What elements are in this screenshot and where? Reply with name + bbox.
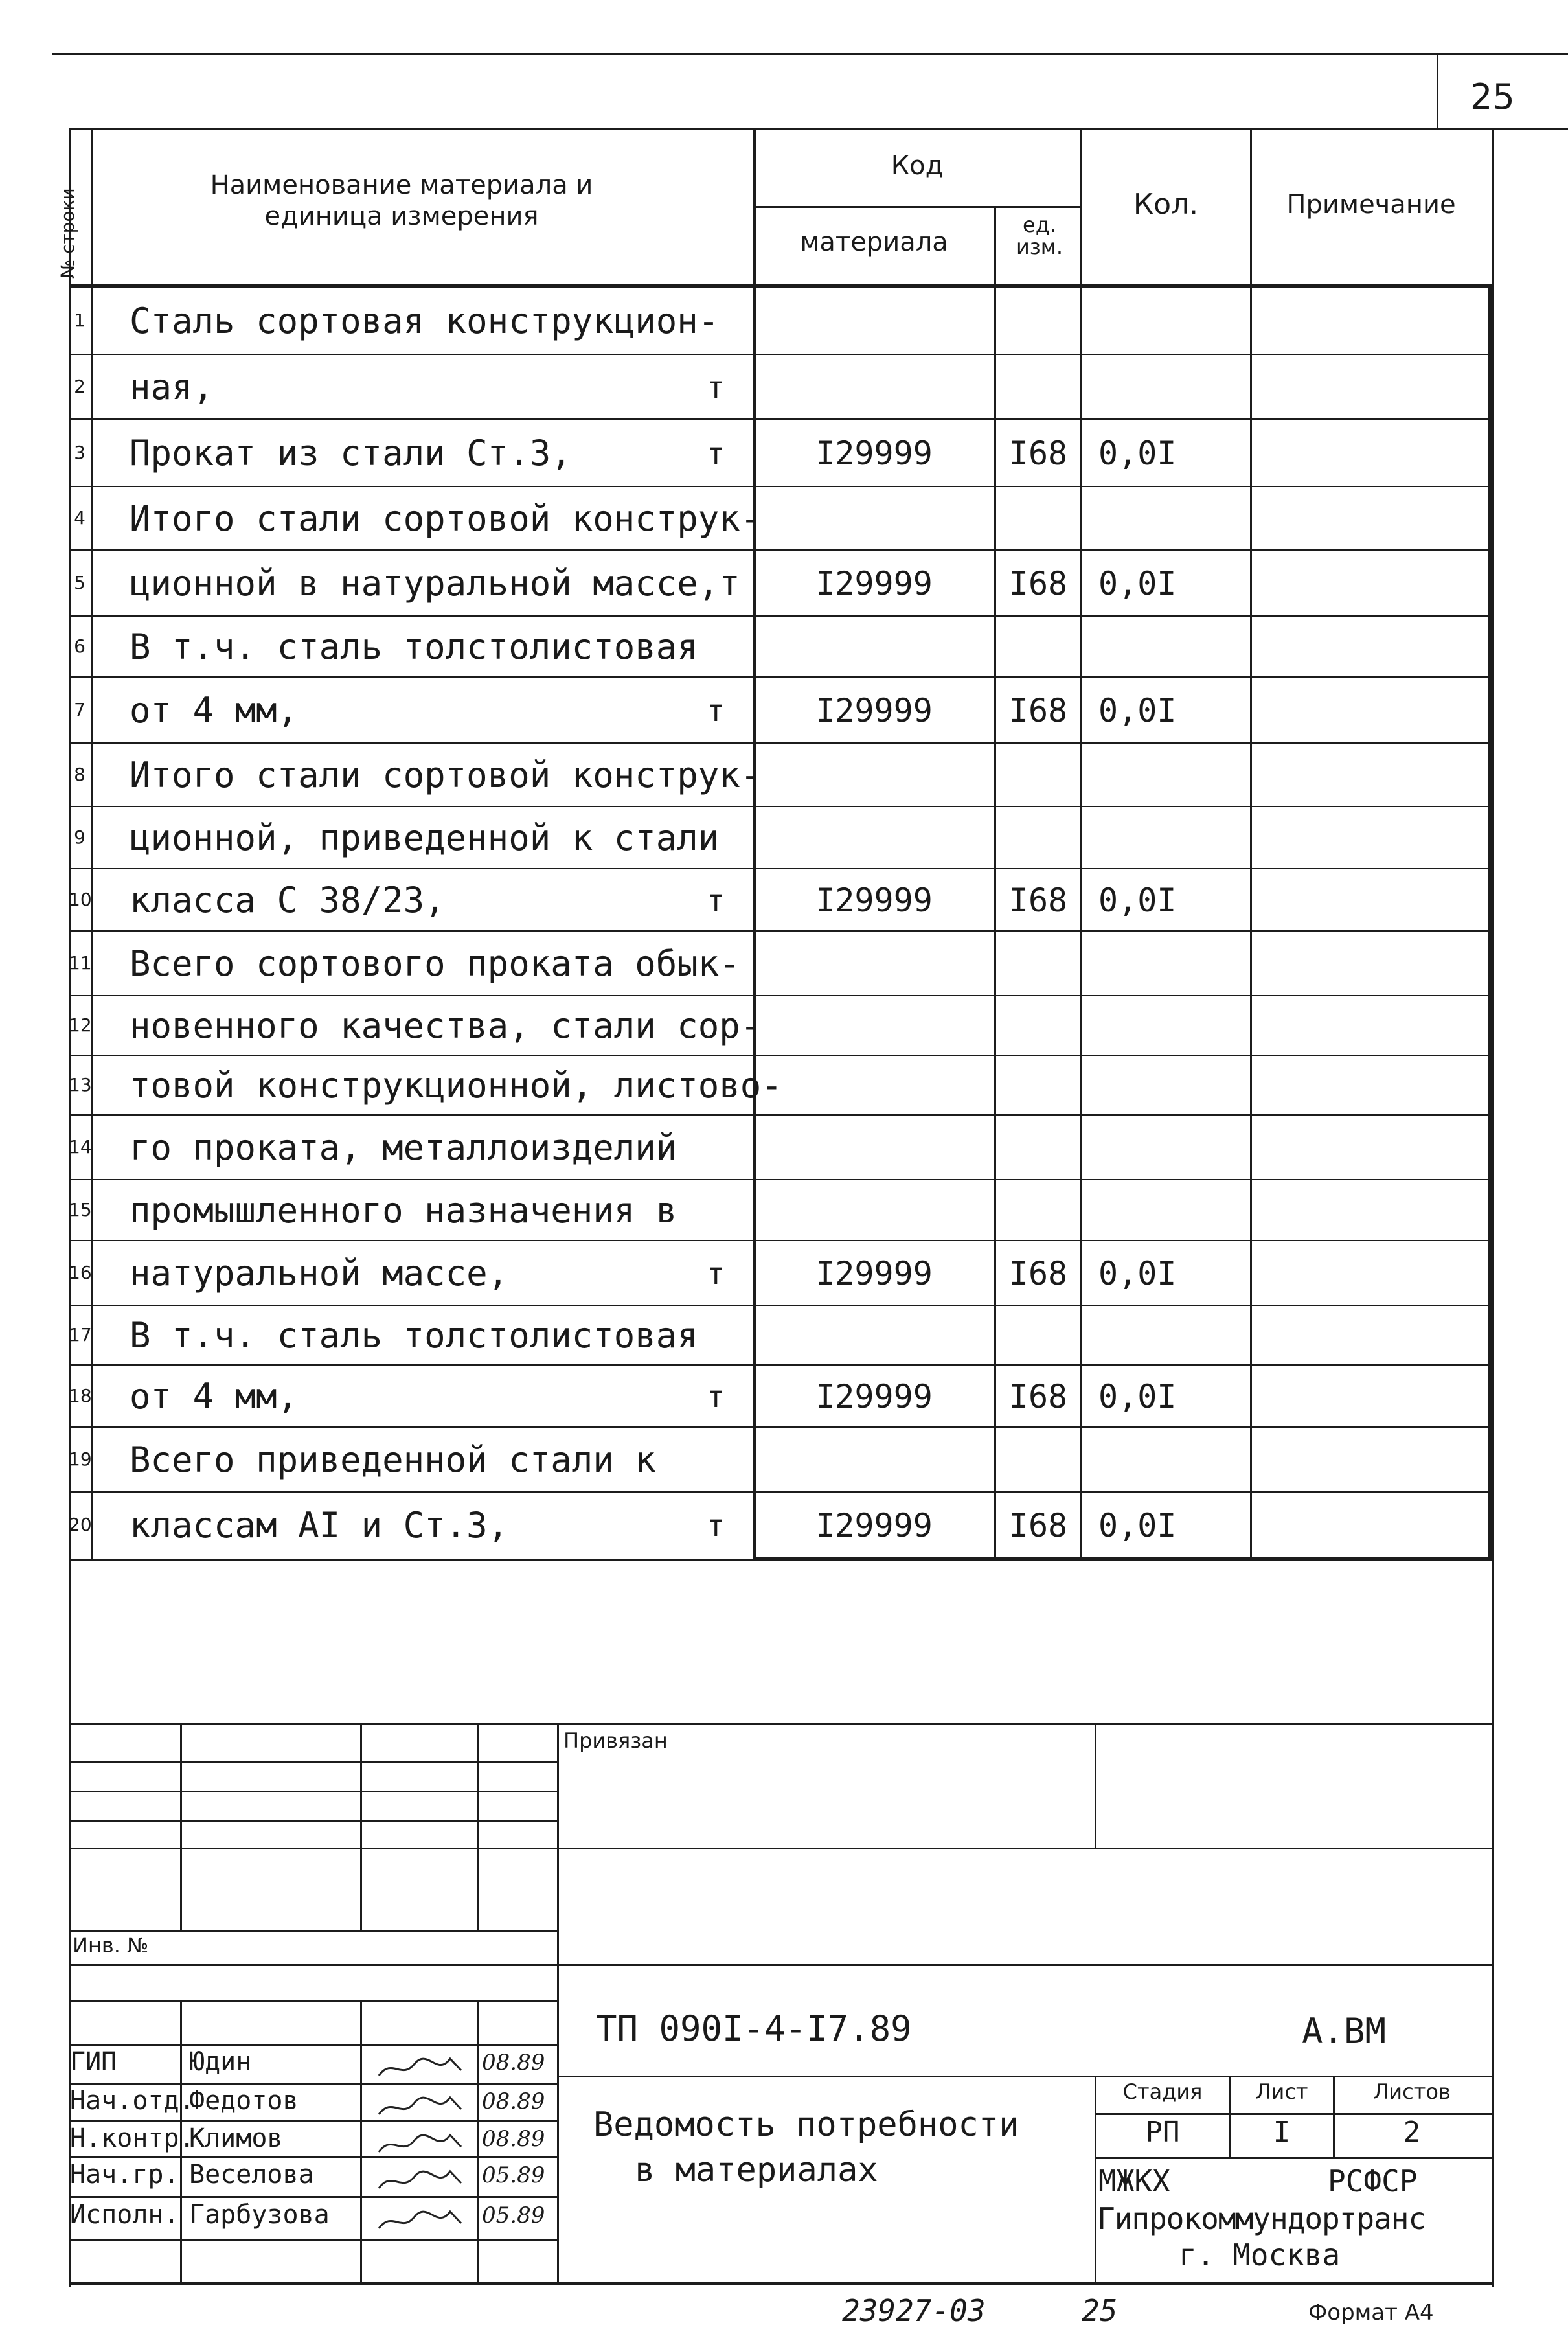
- table-row: [0, 1493, 1568, 1559]
- sheet-label: Лист: [1255, 2079, 1308, 2104]
- tb-line-6: [69, 1930, 557, 1932]
- row-number-header: № строки: [57, 188, 78, 279]
- row-divider: [69, 1055, 1492, 1056]
- quantity: 0,0I: [1098, 565, 1177, 602]
- code-unit-header: ед. изм.: [1016, 212, 1063, 259]
- material-name: от 4 мм,: [130, 1376, 299, 1417]
- table-row: [0, 1306, 1568, 1366]
- unit-of-measure: т: [707, 1379, 725, 1414]
- material-name: В т.ч. сталь толстолистовая: [130, 626, 698, 667]
- material-name: Сталь сортовая конструкцион-: [130, 301, 720, 341]
- quantity: 0,0I: [1098, 1378, 1177, 1415]
- tb-line-2: [69, 1761, 557, 1763]
- signer-name: Федотов: [189, 2086, 299, 2116]
- unit-code: I68: [1008, 882, 1068, 919]
- table-row: [0, 1180, 1568, 1241]
- row-number: 15: [69, 1199, 92, 1220]
- quantity: 0,0I: [1098, 435, 1177, 472]
- tb-line-3: [69, 1791, 557, 1792]
- table-body-bottom: [753, 1557, 1492, 1561]
- code-subheader-line: [754, 206, 1080, 208]
- row-number: 17: [69, 1324, 92, 1345]
- signer-date: 05.89: [482, 2162, 545, 2188]
- unit-of-measure: т: [707, 370, 725, 405]
- tb-line-7: [69, 1964, 1492, 1966]
- signer-name: Веселова: [189, 2160, 314, 2190]
- sheets-label: Листов: [1373, 2079, 1451, 2104]
- row-divider: [69, 1305, 1492, 1306]
- table-row: [0, 807, 1568, 869]
- table-top-border: [71, 128, 1568, 130]
- signer-role: Нач.отд.: [70, 2086, 195, 2116]
- signature-mark: [376, 2127, 466, 2163]
- tb-line-9: [69, 2044, 557, 2046]
- table-row: [0, 678, 1568, 744]
- tb-col-2b: [360, 2000, 362, 2282]
- table-row: [0, 996, 1568, 1056]
- tb-top-line: [69, 1723, 1492, 1725]
- signature-mark: [376, 2204, 466, 2239]
- material-name: товой конструкционной, листово-: [130, 1065, 782, 1106]
- row-divider: [69, 1179, 1492, 1180]
- row-number: 14: [69, 1136, 92, 1158]
- material-code: I29999: [815, 565, 933, 602]
- row-number: 19: [69, 1448, 92, 1470]
- material-name: ная,: [130, 367, 214, 407]
- row-number: 16: [69, 1262, 92, 1283]
- material-name: натуральной массе,: [130, 1253, 509, 1294]
- row-number: 13: [69, 1074, 92, 1095]
- row-divider: [69, 615, 1492, 617]
- table-row: [0, 617, 1568, 678]
- material-name: ционной, приведенной к стали: [130, 818, 720, 858]
- signer-name: Юдин: [189, 2047, 252, 2077]
- format-label: Формат А4: [1308, 2300, 1434, 2326]
- table-row: [0, 551, 1568, 617]
- table-row: [0, 1428, 1568, 1493]
- row-number: 7: [74, 699, 85, 720]
- row-number: 9: [74, 827, 85, 848]
- tb-line-5: [69, 1848, 1492, 1849]
- note-column-header: Примечание: [1286, 190, 1456, 220]
- tb-line-4: [69, 1820, 557, 1822]
- page-number: 25: [1470, 76, 1515, 117]
- qty-column-header: Кол.: [1133, 188, 1199, 221]
- row-divider: [69, 676, 1492, 678]
- inventory-number-label: Инв. №: [73, 1933, 149, 1958]
- table-body-bottom-left: [69, 1559, 755, 1561]
- table-row: [0, 1056, 1568, 1116]
- table-row: [0, 420, 1568, 487]
- document-code: ТП 090I-4-I7.89: [596, 2008, 912, 2049]
- tb-line-17: [69, 2239, 557, 2241]
- row-number: 3: [74, 442, 85, 463]
- unit-code: I68: [1008, 692, 1068, 729]
- table-row: [0, 288, 1568, 355]
- row-divider: [69, 1114, 1492, 1116]
- material-name: Прокат из стали Ст.3,: [130, 433, 572, 474]
- quantity: 0,0I: [1098, 1507, 1177, 1544]
- material-code: I29999: [815, 1378, 933, 1415]
- row-divider: [69, 354, 1492, 355]
- row-divider: [69, 1240, 1492, 1241]
- table-row: [0, 932, 1568, 996]
- row-number: 8: [74, 764, 85, 785]
- unit-code: I68: [1008, 565, 1068, 602]
- tb-line-16: [69, 2196, 557, 2198]
- material-name: го проката, металлоизделий: [130, 1127, 677, 1168]
- row-divider: [69, 486, 1492, 487]
- unit-of-measure: т: [707, 436, 725, 471]
- row-number: 11: [69, 952, 92, 974]
- document-mark: А.ВМ: [1302, 2011, 1387, 2052]
- material-name: Итого стали сортовой конструк-: [130, 755, 762, 795]
- sheets-value: 2: [1403, 2116, 1421, 2149]
- unit-of-measure: т: [707, 1256, 725, 1291]
- row-number: 5: [74, 572, 85, 593]
- material-code: I29999: [815, 882, 933, 919]
- quantity: 0,0I: [1098, 882, 1177, 919]
- row-divider: [69, 868, 1492, 869]
- org-ministry: МЖКХ: [1098, 2164, 1170, 2199]
- tb-col-org: [1095, 2076, 1096, 2282]
- signer-role: Н.контр.: [70, 2123, 195, 2153]
- signer-date: 05.89: [482, 2202, 545, 2228]
- material-name: Всего приведенной стали к: [130, 1439, 656, 1480]
- material-name: классам АI и Ст.3,: [130, 1505, 509, 1546]
- row-number: 10: [69, 889, 92, 910]
- row-number: 20: [69, 1514, 92, 1535]
- page-number-box-left: [1437, 53, 1438, 130]
- tb-col-3: [477, 1723, 479, 1930]
- material-name: класса С 38/23,: [130, 880, 446, 921]
- tb-col-4: [557, 1723, 559, 2282]
- tb-line-15: [1095, 2157, 1492, 2159]
- tb-col-3b: [477, 2000, 479, 2282]
- stage-value: РП: [1145, 2116, 1180, 2149]
- row-number: 1: [74, 310, 85, 331]
- table-row: [0, 1116, 1568, 1180]
- material-name: Итого стали сортовой конструк-: [130, 498, 762, 539]
- material-name: от 4 мм,: [130, 690, 299, 731]
- tb-col-privyazan: [1095, 1723, 1096, 1848]
- unit-of-measure: т: [707, 1508, 725, 1543]
- tb-line-14: [69, 2156, 557, 2158]
- material-name: Всего сортового проката обык-: [130, 943, 740, 984]
- tb-line-8: [69, 2000, 557, 2002]
- row-number: 4: [74, 507, 85, 529]
- table-row: [0, 355, 1568, 420]
- row-divider: [69, 995, 1492, 996]
- signer-name: Гарбузова: [189, 2200, 330, 2230]
- top-rule: [52, 53, 1568, 55]
- document-title-line2: в материалах: [635, 2151, 878, 2190]
- tb-line-13: [1095, 2113, 1492, 2115]
- material-name: ционной в натуральной массе,т: [130, 563, 740, 604]
- signer-role: ГИП: [70, 2047, 117, 2077]
- material-code: I29999: [815, 1507, 933, 1544]
- row-divider: [69, 806, 1492, 807]
- table-row: [0, 1241, 1568, 1306]
- signer-date: 08.89: [482, 2088, 545, 2114]
- row-number: 2: [74, 376, 85, 397]
- signer-role: Нач.гр.: [70, 2160, 179, 2190]
- table-row: [0, 487, 1568, 551]
- row-divider: [69, 1426, 1492, 1428]
- unit-code: I68: [1008, 1255, 1068, 1292]
- org-republic: РСФСР: [1328, 2164, 1418, 2199]
- row-divider: [69, 1491, 1492, 1493]
- table-row: [0, 1366, 1568, 1428]
- row-number: 6: [74, 635, 85, 657]
- tb-col-1: [180, 1723, 182, 1930]
- material-code: I29999: [815, 1255, 933, 1292]
- signer-name: Климов: [189, 2123, 283, 2153]
- sheet-value: I: [1273, 2116, 1291, 2149]
- unit-code: I68: [1008, 1507, 1068, 1544]
- org-institute: Гипрокоммундортранс: [1097, 2201, 1426, 2236]
- unit-code: I68: [1008, 1378, 1068, 1415]
- material-name: В т.ч. сталь толстолистовая: [130, 1315, 698, 1356]
- material-code: I29999: [815, 692, 933, 729]
- tb-bottom-line: [69, 2282, 1492, 2285]
- signature-mark: [376, 2090, 466, 2125]
- row-number: 12: [69, 1014, 92, 1036]
- table-row: [0, 744, 1568, 807]
- archive-number: 23927-03: [842, 2293, 986, 2328]
- name-column-header: Наименование материала и единица измерения: [210, 170, 593, 231]
- unit-of-measure: т: [707, 693, 725, 728]
- row-divider: [69, 930, 1492, 932]
- row-divider: [69, 742, 1492, 744]
- material-name: промышленного назначения в: [130, 1190, 677, 1231]
- signer-date: 08.89: [482, 2050, 545, 2076]
- signer-role: Исполн.: [70, 2200, 179, 2230]
- code-material-header: материала: [800, 227, 948, 257]
- signature-mark: [376, 2164, 466, 2199]
- code-column-header: Код: [891, 151, 944, 181]
- quantity: 0,0I: [1098, 1255, 1177, 1292]
- tb-line-11: [69, 2083, 557, 2085]
- tb-line-10: [557, 2076, 1492, 2077]
- material-code: I29999: [815, 435, 933, 472]
- stage-label: Стадия: [1122, 2079, 1203, 2104]
- document-title-line1: Ведомость потребности: [593, 2105, 1019, 2144]
- archive-page: 25: [1082, 2293, 1118, 2328]
- org-city: г. Москва: [1179, 2237, 1341, 2272]
- unit-of-measure: т: [707, 883, 725, 918]
- signature-mark: [376, 2051, 466, 2087]
- tb-col-2: [360, 1723, 362, 1930]
- row-divider: [69, 549, 1492, 551]
- row-divider: [69, 418, 1492, 420]
- table-row: [0, 869, 1568, 932]
- tb-line-12: [69, 2120, 557, 2122]
- unit-code: I68: [1008, 435, 1068, 472]
- quantity: 0,0I: [1098, 692, 1177, 729]
- signer-date: 08.89: [482, 2126, 545, 2152]
- privyazan-label: Привязан: [563, 1728, 668, 1753]
- material-name: новенного качества, стали сор-: [130, 1005, 762, 1046]
- row-number: 18: [69, 1385, 92, 1406]
- row-divider: [69, 1364, 1492, 1366]
